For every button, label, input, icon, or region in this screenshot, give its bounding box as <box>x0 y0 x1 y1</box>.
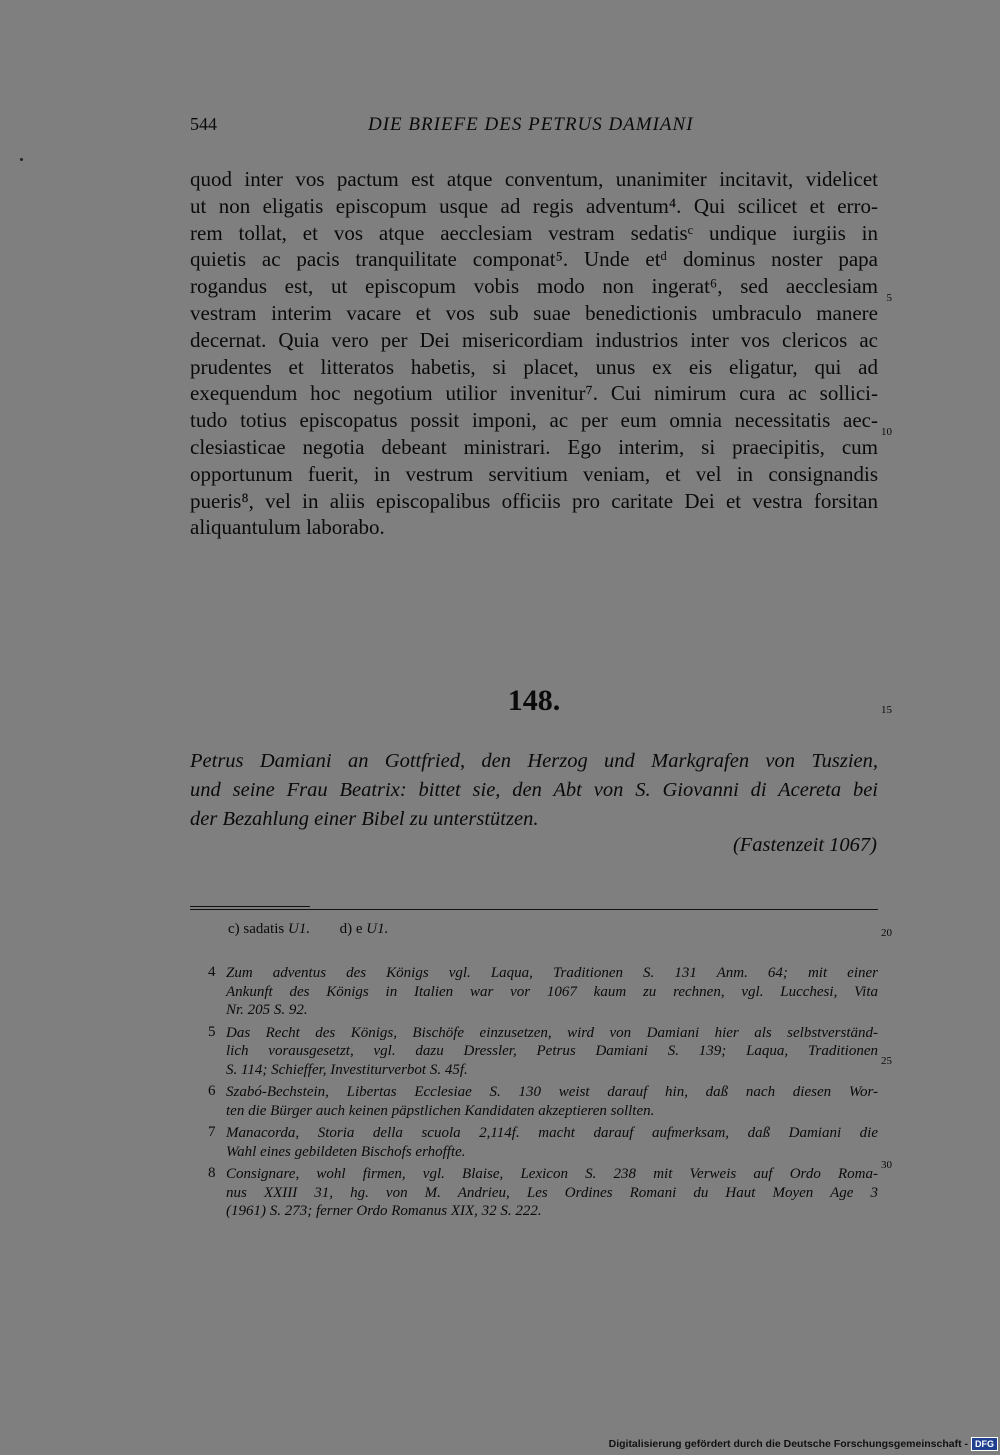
body-line: aliquantulum laborabo. <box>190 515 385 540</box>
variant-d-label: d) e <box>339 921 363 937</box>
letter-body-text <box>190 166 878 541</box>
letter-date: (Fastenzeit 1067) <box>732 834 877 856</box>
body-line: decernat. Quia vero per Dei misericordiam industrios inter vos clericos ac <box>190 327 878 352</box>
footnote <box>190 1124 878 1161</box>
footnote <box>190 964 878 1020</box>
scan-speck <box>20 158 23 161</box>
body-line: pueris⁸, vel in aliis episcopalibus officiis pro caritate Dei et vestra forsitan <box>190 488 878 513</box>
variant-d-siglum: U1. <box>366 921 389 937</box>
footnote <box>190 1024 878 1080</box>
variant-c-label: c) sadatis <box>228 921 285 937</box>
page-number: 544 <box>190 114 217 134</box>
footnote-number: 5 <box>208 1023 216 1040</box>
text-variants-apparatus <box>228 921 388 938</box>
footnote-number: 4 <box>208 964 216 980</box>
footnote-divider-short <box>190 906 310 907</box>
summary-line: und seine Frau Beatrix: bittet sie, den Abt von S. Giovanni di Acereta bei <box>190 779 878 801</box>
footnote <box>190 1165 878 1221</box>
margin-line-number: 20 <box>881 927 892 939</box>
footnotes <box>190 964 878 1221</box>
footnote-line: Szabó-Bechstein, Libertas Ecclesiae S. 130 weist darauf hin, daß nach diesen Wor- <box>226 1084 878 1100</box>
letter-summary <box>190 747 878 834</box>
margin-line-number: 15 <box>881 704 892 716</box>
body-line: tudo totius episcopatus possit imponi, ac per eum omnia necessitatis aec- <box>190 408 878 433</box>
body-line: ut non eligatis episcopum usque ad regis adventum⁴. Qui scilicet et erro- <box>190 193 878 218</box>
credit-text: Digitalisierung gefördert durch die Deutsche Forschungsgemeinschaft - <box>608 1438 968 1450</box>
running-title: DIE BRIEFE DES PETRUS DAMIANI <box>368 114 694 135</box>
summary-line: Petrus Damiani an Gottfried, den Herzog und Markgrafen von Tuszien, <box>190 750 878 772</box>
footnote-line: (1961) S. 273; ferner Ordo Romanus XIX, 32 S. 222. <box>226 1203 542 1219</box>
body-line: clesiasticae negotia debeant ministrari. Ego interim, si praecipitis, cum <box>190 434 878 459</box>
dfg-logo[interactable]: DFG <box>971 1437 998 1451</box>
margin-line-number: 5 <box>886 292 892 304</box>
footnote-number: 7 <box>208 1124 216 1140</box>
margin-line-number: 30 <box>881 1159 892 1171</box>
summary-line: der Bezahlung einer Bibel zu unterstützen. <box>190 808 539 830</box>
footnote-divider <box>190 909 878 910</box>
margin-line-number: 25 <box>881 1055 892 1067</box>
footnote <box>190 1083 878 1120</box>
footnote-line: Manacorda, Storia della scuola 2,114f. macht darauf aufmerksam, daß Damiani die <box>226 1125 878 1141</box>
footnote-line: ten die Bürger auch keinen päpstlichen Kandidaten akzeptieren sollten. <box>226 1102 655 1119</box>
body-line: prudentes et litteratos habetis, si placet, unus ex eis eligatur, qui ad <box>190 354 878 379</box>
footnote-line: Consignare, wohl firmen, vgl. Blaise, Lexicon S. 238 mit Verweis auf Ordo Roma- <box>226 1166 878 1182</box>
letter-number: 148. <box>507 684 561 717</box>
footnote-line: nus XXIII 31, hg. von M. Andrieu, Les Ordines Romani du Haut Moyen Age 3 <box>226 1184 878 1201</box>
body-line: quod inter vos pactum est atque conventum, unanimiter incitavit, videlicet <box>190 167 878 191</box>
body-line: rem tollat, et vos atque aecclesiam vestram sedatisᶜ undique iurgiis in <box>190 220 878 245</box>
digitization-credit <box>609 1437 998 1451</box>
margin-line-number: 10 <box>881 426 892 438</box>
footnote-line: lich vorausgesetzt, vgl. dazu Dressler, Petrus Damiani S. 139; Laqua, Traditionen <box>226 1043 878 1059</box>
footnote-line: Ankunft des Königs in Italien war vor 1067 kaum zu rechnen, vgl. Lucchesi, Vita <box>226 983 878 1000</box>
body-line: opportunum fuerit, in vestrum servitium veniam, et vel in consignandis <box>190 461 878 486</box>
footnote-line: S. 114; Schieffer, Investiturverbot S. 45f. <box>226 1061 468 1078</box>
body-line: rogandus est, ut episcopum vobis modo non ingerat⁶, sed aecclesiam <box>190 274 878 299</box>
footnote-number: 6 <box>208 1083 216 1099</box>
footnote-line: Nr. 205 S. 92. <box>226 1002 308 1018</box>
body-line: vestram interim vacare et vos sub suae benedictionis umbraculo manere <box>190 300 878 325</box>
footnote-line: Wahl eines gebildeten Bischofs erhoffte. <box>226 1143 466 1160</box>
body-line: exequendum hoc negotium utilior invenitur⁷. Cui nimirum cura ac sollici- <box>190 381 878 406</box>
body-line: quietis ac pacis tranquilitate componat⁵. Unde etᵈ dominus noster papa <box>190 247 878 272</box>
footnote-line: Das Recht des Königs, Bischöfe einzusetzen, wird von Damiani hier als selbstverständ- <box>226 1024 878 1041</box>
footnote-number: 8 <box>208 1165 216 1181</box>
footnote-line: Zum adventus des Königs vgl. Laqua, Traditionen S. 131 Anm. 64; mit einer <box>226 965 878 981</box>
variant-c-siglum: U1. <box>287 921 311 937</box>
